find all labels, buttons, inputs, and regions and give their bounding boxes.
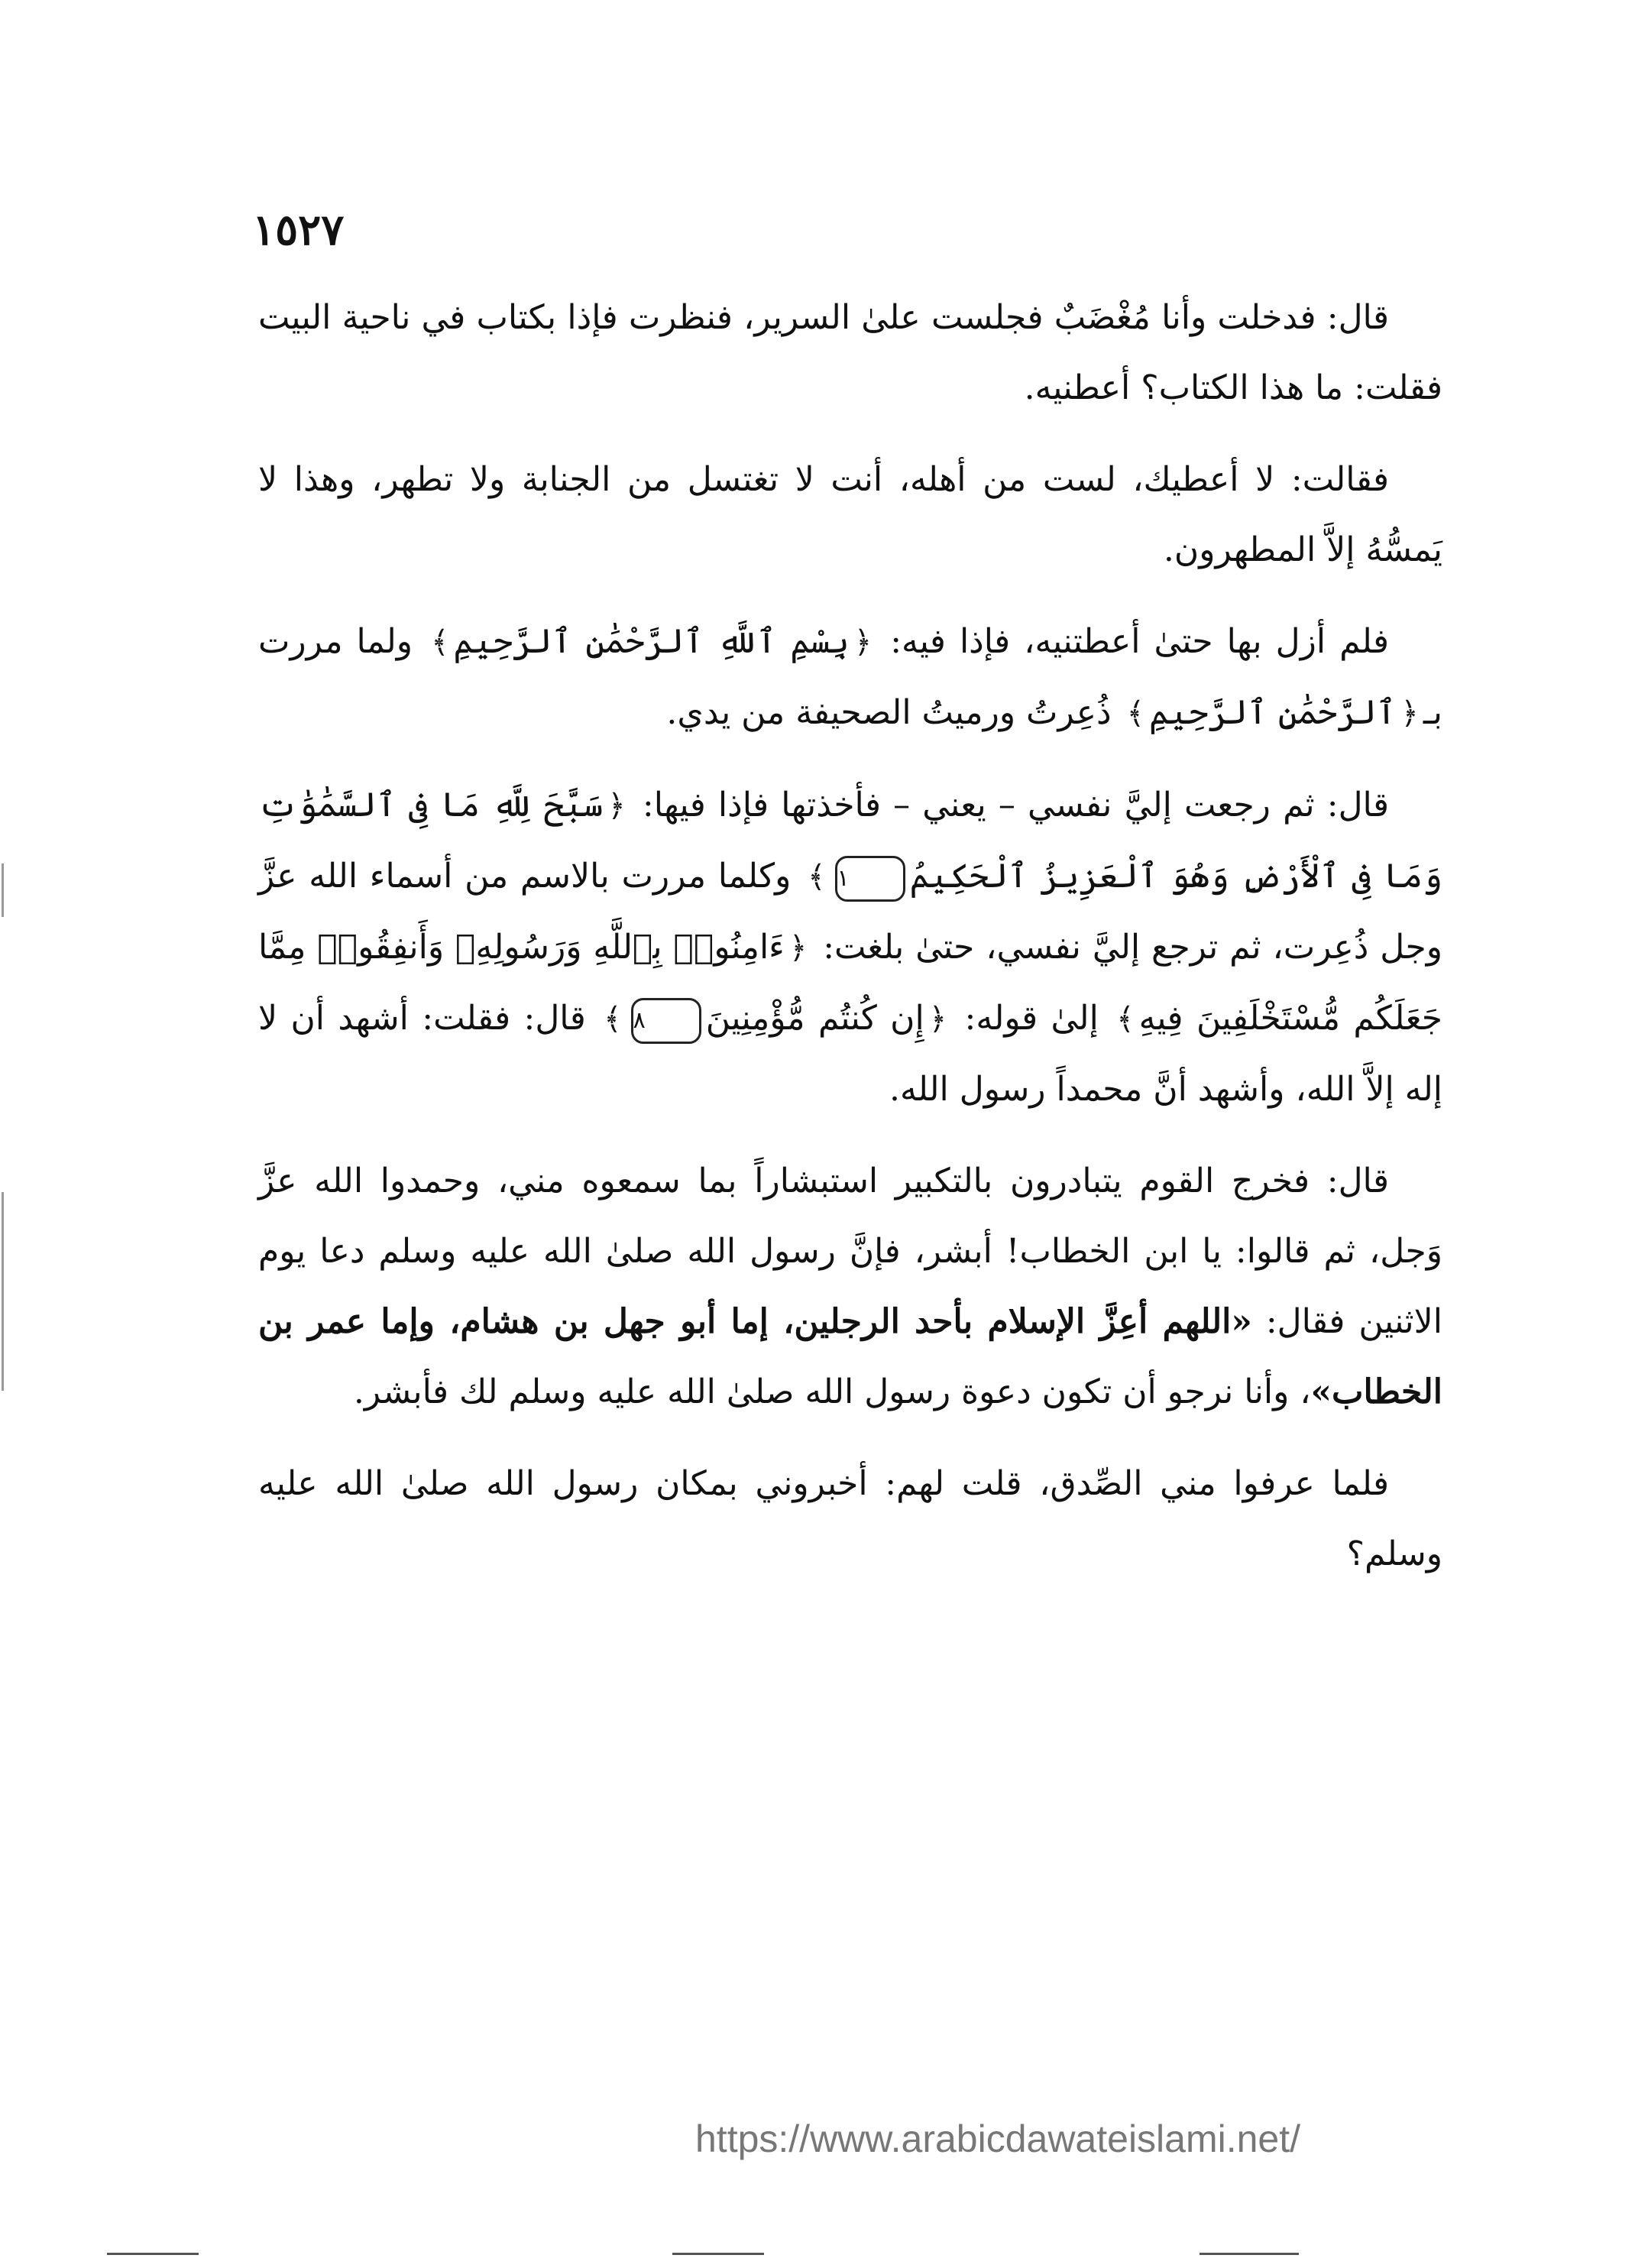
paragraph-2: فقالت: لا أعطيك، لست من أهله، أنت لا تغتسل من الجنابة ولا تطهر، وهذا لا يَمسُّهُ إلاَّ المطهرون. <box>258 460 1442 569</box>
quran-bracket-open: ﴿ <box>607 789 626 824</box>
quran-bracket-close: ﴾ <box>1116 1002 1135 1037</box>
quran-bracket-close: ﴾ <box>808 860 826 895</box>
paragraph-1: قال: فدخلت وأنا مُغْضَبٌ فجلست علىٰ السرير، فنظرت فإذا بكتاب في ناحية البيت فقلت: ما هذا الكتاب؟ أعطنيه. <box>258 298 1442 407</box>
quran-bracket-open: ﴿ <box>928 1002 947 1037</box>
paragraph-5 <box>258 1146 1442 1427</box>
body-text <box>258 283 1442 1611</box>
paragraph-4-mid: وكلما مررت بالاسم من أسماء الله عزَّ وجل ذُعِرت، ثم ترجع إليَّ نفسي، حتىٰ بلغت: <box>258 857 1442 967</box>
quran-bracket-close: ﴾ <box>1126 696 1145 731</box>
paragraph-6: فلما عرفوا مني الصِّدق، قلت لهم: أخبروني بمكان رسول الله صلىٰ الله عليه وسلم؟ <box>258 1464 1442 1573</box>
ayah-number-marker: ١ <box>835 856 905 902</box>
quran-verse-7: ءَامِنُوا۟ بِٱللَّهِ وَرَسُولِهِۦ وَأَنفِقُوا۟ مِمَّا جَعَلَكُم مُّسْتَخْلَفِينَ فِيهِ <box>258 928 1442 1038</box>
quran-verse-1: سَبَّحَ لِلَّهِ مَا فِى ٱلسَّمَٰوَٰتِ وَمَا فِى ٱلْأَرْضِ وَهُوَ ٱلْعَزِيزُ ٱلْحَكِيمُ <box>258 786 1442 896</box>
scan-edge-mark <box>2 1192 4 1391</box>
scan-edge-mark <box>2 863 4 917</box>
page-number: ١٥٢٧ <box>252 205 345 255</box>
hadith-quote: «اللهم أعِزَّ الإسلام بأحد الرجلين، إما أبو جهل بن هشام، وإما عمر بن الخطاب» <box>258 1302 1442 1411</box>
bottom-rule <box>107 2253 199 2255</box>
quran-bracket-close: ﴾ <box>431 625 449 660</box>
quran-bracket-open: ﴿ <box>1400 696 1419 731</box>
bottom-rule <box>1200 2253 1299 2255</box>
paragraph-3 <box>258 607 1442 749</box>
paragraph-5-end: ، وأنا نرجو أن تكون دعوة رسول الله صلىٰ الله عليه وسلم لك فأبشر. <box>353 1372 1311 1411</box>
bottom-rule <box>672 2253 764 2255</box>
paragraph-4 <box>258 770 1442 1125</box>
paragraph-4-mid2: إلىٰ قوله: <box>964 999 1099 1038</box>
quran-rahman-rahim: ٱلرَّحْمَٰنِ ٱلرَّحِيمِ <box>1149 693 1397 732</box>
watermark-url: https://www.arabicdawateislami.net/ <box>695 2117 1301 2160</box>
quran-basmala: بِسْمِ ٱللَّهِ ٱلرَّحْمَٰنِ ٱلرَّحِيمِ <box>453 622 850 661</box>
paragraph-3-intro: فلم أزل بها حتىٰ أعطتنيه، فإذا فيه: <box>890 622 1389 661</box>
ayah-number-marker: ٨ <box>631 998 701 1044</box>
paragraph-4-intro: قال: ثم رجعت إليَّ نفسي – يعني – فأخذتها فإذا فيها: <box>642 786 1389 825</box>
paragraph-5-text: قال: فخرج القوم يتبادرون بالتكبير استبشاراً بما سمعوه مني، وحمدوا الله عزَّ وَجل، ثم قالوا: يا ابن الخطاب! أبشر، فإنَّ رسول الله صلىٰ الله عليه وسلم دعا يوم الاثنين فقال: <box>258 1162 1442 1341</box>
quran-bracket-close: ﴾ <box>604 1002 622 1037</box>
quran-bracket-open: ﴿ <box>788 931 808 966</box>
quran-verse-8: إِن كُنتُم مُّؤْمِنِينَ <box>705 999 924 1038</box>
paragraph-3-mid: ولما مررت بـ <box>258 622 1442 732</box>
paragraph-4-end: قال: فقلت: أشهد أن لا إله إلاَّ الله، وأشهد أنَّ محمداً رسول الله. <box>258 999 1442 1109</box>
paragraph-3-end: ذُعِرتُ ورميتُ الصحيفة من يدي. <box>666 693 1112 732</box>
quran-bracket-open: ﴿ <box>853 625 873 660</box>
